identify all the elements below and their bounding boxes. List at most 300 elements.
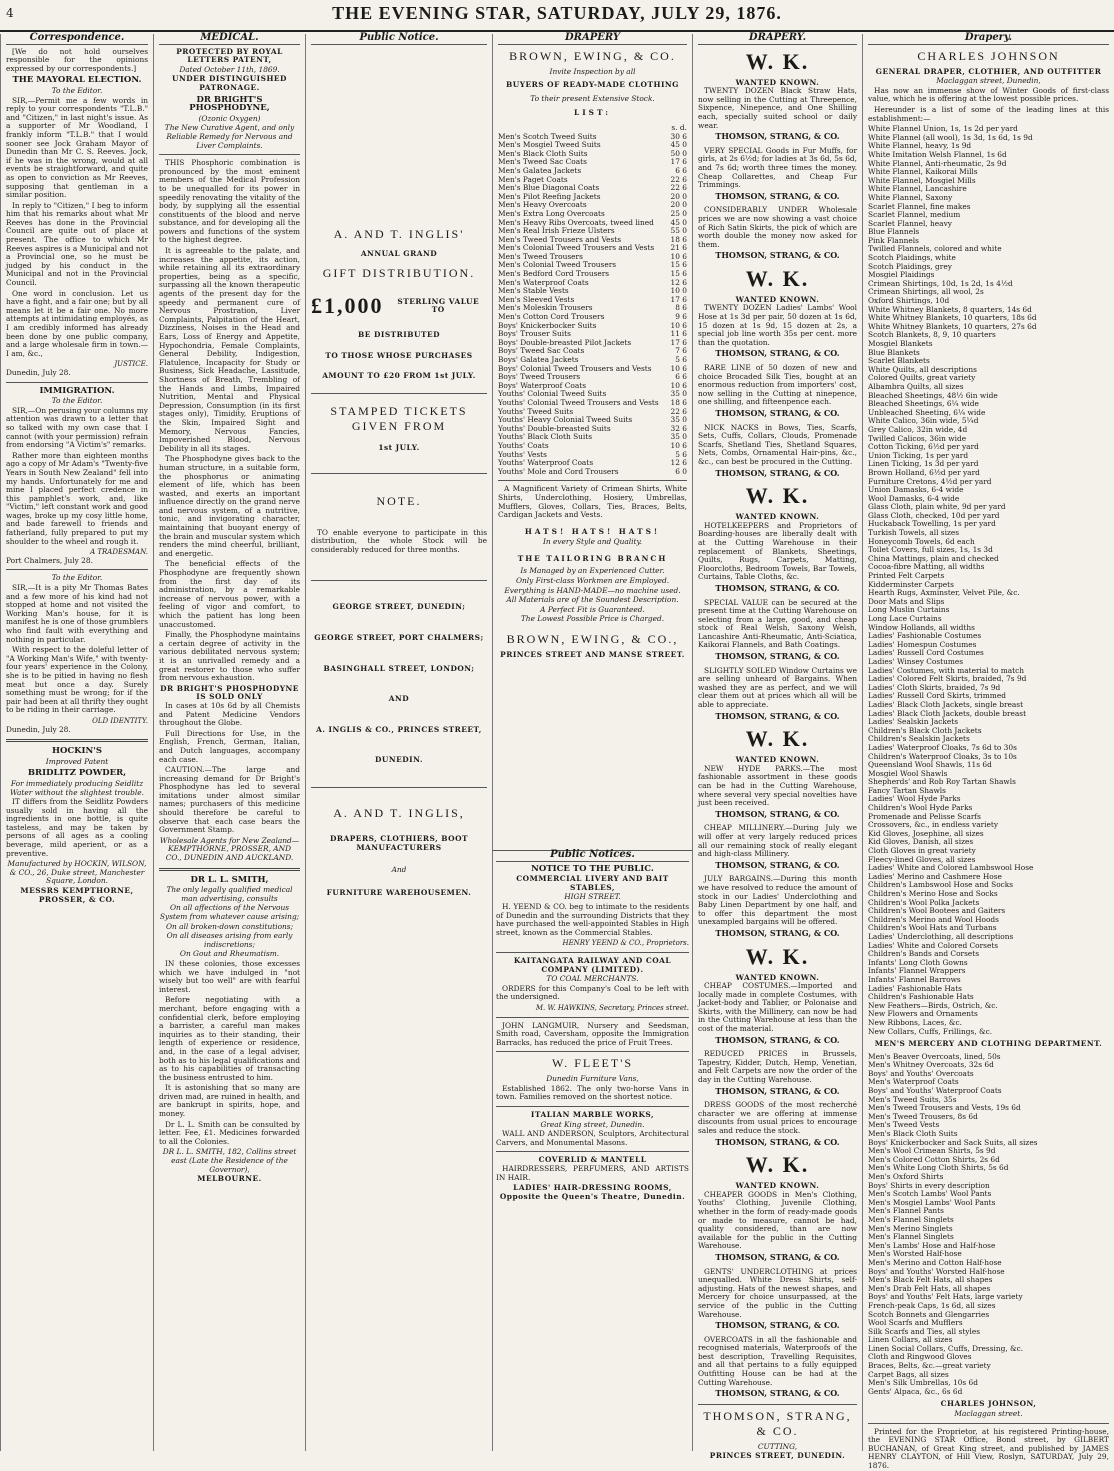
section-heading: MEDICAL.: [159, 34, 300, 45]
notice-title: W. FLEET'S: [551, 1056, 634, 1071]
wk-paragraph: GENTS' UNDERCLOTHING at prices unequalled. White Dress Shirts, self-adjusting. Hats of the newest shapes, and Mercery for choice unsurpassed, at the service of the public in the Cutting Warehouse.: [698, 1266, 857, 1319]
divider: [496, 952, 689, 953]
item-price: 18 6: [670, 397, 687, 407]
goods-list-item: Ladies' Russell Cord Skirts, trimmed: [868, 691, 1006, 701]
mens-goods-item: Scotch Bonnets and Glengarries: [868, 1309, 990, 1319]
letter-signature: JUSTICE.: [114, 360, 148, 369]
item-name: Men's Paget Coats: [498, 174, 568, 184]
wk-firm: THOMSON, STRANG, & CO.: [715, 582, 840, 593]
notice-title: COVERLID & MANTELL: [538, 1155, 647, 1165]
wk-paragraph: NICK NACKS in Bows, Ties, Scarfs, Sets, Cuffs, Collars, Clouds, Promenade Scarfs, Shetland Ties, Shetland Squares, Nets, Combs, Ornamental Hair-pins, &c., &c., can best be procured in the Cutting.: [698, 422, 857, 466]
advert-title: HOCKIN'S: [51, 746, 103, 757]
section-heading: DRAPERY.: [698, 34, 857, 45]
advert-line: Everything is HAND-MADE—no machine used.: [504, 585, 681, 595]
item-name: Men's Colonial Tweed Trousers and Vests: [498, 243, 655, 253]
item-price: 22 6: [670, 183, 687, 193]
advert-line: On Gout and Rheumatism.: [179, 949, 280, 959]
item-price: 35 0: [670, 415, 687, 425]
advert-manufacturer: Manufactured by HOCKIN, WILSON, & CO., 26, Duke street, Manchester Square, London.: [7, 859, 147, 886]
mens-goods-item: Men's Tweed Trousers and Vests, 19s 6d: [868, 1103, 1021, 1113]
item-price: 22 6: [670, 406, 687, 416]
goods-list-item: White Imitation Welsh Flannel, 1s 6d: [868, 149, 1007, 159]
goods-list-item: Albambra Quilts, all sizes: [868, 381, 964, 391]
goods-list-item: Cotton Ticking, 6½d per yard: [868, 442, 979, 452]
goods-list-item: Furniture Cretons, 4½d per yard: [868, 476, 992, 486]
item-name: Youths' Waterproof Coats: [498, 458, 594, 468]
advert-title: DR L. L. SMITH,: [190, 874, 269, 885]
item-name: Men's Scotch Tweed Suits: [498, 131, 597, 141]
section-heading: Drapery.: [868, 34, 1109, 45]
item-name: Men's Blue Diagonal Coats: [498, 183, 600, 193]
wk-subheading: WANTED KNOWN.: [735, 1181, 820, 1191]
goods-list-item: White Quilts, all descriptions: [868, 364, 977, 374]
column-medical: [153, 34, 305, 1451]
mens-goods-item: Men's Scotch Lambs' Wool Pants: [868, 1189, 992, 1199]
mens-goods-item: Men's Merino Singlets: [868, 1223, 953, 1233]
goods-list-item: Children's Black Cloth Jackets: [868, 725, 982, 735]
goods-list-item: White Flannel, Anti-rheumatic, 2s 9d: [868, 158, 1007, 168]
item-price: 8 6: [675, 303, 687, 313]
item-price: 32 6: [670, 423, 687, 433]
mens-goods-item: Men's Beaver Overcoats, lined, 50s: [868, 1051, 1001, 1061]
advert-agents: Wholesale Agents for New Zealand—KEMPTHORNE, PROSSER, AND CO., DUNEDIN AND AUCKLAND.: [159, 835, 300, 863]
mens-goods-item: Boys' and Youths' Felt Hats, large variety: [868, 1292, 1023, 1302]
item-price: 5 6: [675, 449, 687, 459]
price-list-title: LIST:: [574, 108, 611, 118]
advert-paragraph: Hereunder is a list of some of the leading lines at this establishment:—: [868, 104, 1109, 123]
mens-goods-item: Men's Mosgiel Lambs' Wool Pants: [868, 1197, 996, 1207]
wk-paragraph: JULY BARGAINS.—During this month we have resolved to reduce the amount of stock in our Ladies' Underclothing and Baby Linen Department by one half, and to offer this department the most unexampled bargains will be offered.: [698, 874, 857, 927]
advert-line: The Lowest Possible Price is Charged.: [520, 614, 665, 624]
mens-goods-item: Cloth and Ringwood Gloves: [868, 1352, 972, 1362]
advert-line: All Materials are of the Soundest Description.: [506, 595, 679, 605]
wk-firm: THOMSON, STRANG, & CO.: [715, 710, 840, 721]
mens-goods-item: French-peak Caps, 1s 6d, all sizes: [868, 1300, 996, 1310]
goods-list-item: New Flowers and Ornaments: [868, 1009, 978, 1019]
item-name: Men's Bedford Cord Trousers: [498, 269, 610, 279]
goods-list-item: Children's Bands and Corsets: [868, 949, 979, 959]
advert-line: Dated October 11th, 1869.: [179, 64, 280, 74]
advert-line: Is Managed by an Experienced Cutter.: [520, 566, 665, 576]
goods-list-item: Children's Wool Polka Jackets: [868, 897, 980, 907]
advert-line: UNDER DISTINGUISHED PATRONAGE.: [172, 74, 287, 92]
newspaper-title: THE EVENING STAR, SATURDAY, JULY 29, 1876.: [332, 3, 782, 23]
goods-list-item: Ladies' Underclothing, all descriptions: [868, 931, 1014, 941]
goods-list-item: Children's Merino Hose and Socks: [868, 889, 998, 898]
item-name: Youths' Colonial Tweed Suits: [498, 389, 607, 399]
goods-list-item: Ladies' Cloth Skirts, braided, 7s 9d: [868, 682, 1001, 692]
divider: [698, 1404, 857, 1405]
goods-list-item: Printed Felt Carpets: [868, 571, 945, 581]
mens-goods-item: Men's Drab Felt Hats, all shapes: [868, 1283, 991, 1293]
wk-paragraph: TWENTY DOZEN Black Straw Hats, now selling in the Cutting at Threepence, Sixpence, Ninepence, and One Shilling each, specially suited school or daily wear.: [698, 86, 857, 130]
advert-firm: BROWN, EWING, & CO.,: [506, 632, 679, 647]
notice-title: NOTICE TO THE PUBLIC.: [531, 863, 654, 874]
item-name: Youths' Vests: [498, 449, 547, 459]
advert-paragraph: In cases at 10s 6d by all Chemists and Patent Medicine Vendors throughout the Globe.: [159, 700, 300, 728]
goods-list-item: Blue Blankets: [868, 347, 920, 357]
item-name: Boys' Waterproof Coats: [498, 380, 586, 390]
goods-list-item: Ladies' Russell Cord Costumes: [868, 648, 984, 658]
goods-list-item: Children's Wool Bootees and Gaiters: [868, 906, 1006, 916]
wk-firm: THOMSON, STRANG, & CO.: [715, 250, 840, 261]
item-name: Men's Tweed Trousers and Vests: [498, 234, 622, 244]
wanted-known-blocks: [698, 49, 857, 1398]
item-name: Boys' Colonial Tweed Trousers and Vests: [498, 363, 652, 373]
goods-list-item: Children's Merino and Wool Hoods: [868, 914, 999, 924]
mens-goods-item: Men's Flannel Pants: [868, 1206, 944, 1216]
goods-list-item: Ladies' Colored Felt Skirts, braided, 7s 9d: [868, 674, 1027, 684]
mens-goods-item: Men's Whitney Overcoats, 32s 6d: [868, 1060, 994, 1070]
advert-line: And: [391, 865, 407, 875]
advert-product: DR BRIGHT'S PHOSPHODYNE,: [189, 94, 270, 114]
goods-list-item: Brown Holland, 6½d per yard: [868, 467, 980, 477]
column-correspondence: [0, 34, 153, 1451]
item-name: Youths' Coats: [498, 440, 549, 450]
goods-list-item: Mosgiel Wool Shawls: [868, 768, 948, 778]
goods-list-item: Ladies' Black Cloth Jackets, single breast: [868, 699, 1024, 709]
item-price: 35 0: [670, 389, 687, 399]
advert-line: In every Style and Quality.: [542, 537, 642, 547]
item-price: 9 6: [675, 312, 687, 322]
column-drapery-brown-ewing: [492, 34, 692, 850]
advert-description: For immediately producing Seidlitz Water without the slightest trouble.: [10, 778, 144, 797]
goods-list-item: White Whitney Blankets, 10 quarters, 18s 6d: [868, 313, 1037, 323]
goods-list-item: White Flannel Union, 1s, 1s 2d per yard: [868, 124, 1018, 134]
item-name: Men's Black Cloth Suits: [498, 148, 588, 158]
item-name: Youths' Mole and Cord Trousers: [498, 466, 619, 476]
goods-list-item: Union Damasks, 6-4 wide: [868, 485, 964, 495]
goods-list-item: Oxford Shirtings, 10d: [868, 296, 950, 306]
item-name: Youths' Double-breasted Suits: [498, 423, 611, 433]
goods-list-item: Ladies' Merino and Cashmere Hose: [868, 871, 1002, 881]
advert-caution: CAUTION.—The large and increasing demand for Dr Bright's Phosphodyne has led to several imitations under almost similar names; purchasers of this medicine should therefore be careful to observe that each case bears the Government Stamp.: [159, 765, 300, 835]
mens-goods-item: Men's Waterproof Coats: [868, 1077, 959, 1087]
advert-signature: CHARLES JOHNSON,: [940, 1399, 1037, 1409]
masthead: [0, 0, 1114, 32]
goods-list-item: Queensland Wool Shawls, 11s 6d: [868, 760, 992, 770]
goods-list-item: White Flannel, Saxony: [868, 192, 953, 202]
goods-list-item: New Ribbons, Laces, &c.: [868, 1017, 962, 1027]
goods-list-item: Scotch Plaidings, grey: [868, 261, 952, 271]
advert-firm: CHARLES JOHNSON: [917, 48, 1060, 63]
lower-notices: [492, 850, 692, 1451]
notice-footer: LADIES' HAIR-DRESSING ROOMS, Opposite the Queen's Theatre, Dunedin.: [499, 1183, 686, 1201]
item-price: 17 6: [670, 157, 687, 167]
wk-subheading: WANTED KNOWN.: [735, 294, 820, 304]
goods-list-item: Hearth Rugs, Axminster, Velvet Pile, &c.: [868, 588, 1020, 598]
item-price: 11 6: [670, 329, 687, 339]
divider: [311, 473, 487, 474]
goods-list-item: Colored Quilts, great variety: [868, 373, 976, 383]
advert-address: GEORGE STREET, DUNEDIN;: [332, 602, 466, 612]
goods-list-item: Children's Wool Hats and Turbans: [868, 923, 997, 933]
wk-paragraph: OVERCOATS in all the fashionable and recognised materials, Waterproofs of the best description, Travelling Requisites, and all that pertains to a fully equipped Outfitting House can be had at the Cutting Warehouse.: [698, 1334, 857, 1387]
item-price: 30 6: [670, 131, 687, 141]
divider: [496, 1106, 689, 1107]
wk-heading: W. K.: [745, 726, 810, 752]
advert-line: On all diseases arising from early indiscretions;: [166, 931, 293, 949]
divider: [496, 1017, 689, 1018]
letter-addressee: To the Editor.: [51, 573, 103, 583]
goods-list-item: Scotch Plaidings, white: [868, 253, 956, 263]
advert-address: Maclaggan street, Dunedin,: [936, 76, 1041, 86]
item-name: Men's Heavy Ribs Overcoats, tweed lined: [498, 217, 654, 227]
item-name: Men's Waterproof Coats: [498, 277, 589, 287]
wk-paragraph: CHEAP COSTUMES.—Imported and locally made in complete Costumes, with Jacket-body and Tablier, or Polonaise and Skirts, with the Millinery, can now be had in the Cutting Warehouse at less than the cost of the material.: [698, 981, 857, 1034]
letter-paragraph: SIR,—It is a pity Mr Thomas Bates and a few more of his kind had not stopped at home and not visited the Working Man's house, for it is manifest he is one of those grumblers who find fault with everything and nothing in particular.: [6, 583, 148, 644]
mens-goods-list: [868, 1053, 1109, 1397]
goods-list-item: Children's Fashionable Hats: [868, 992, 974, 1002]
goods-list-item: White Flannel, Lancashire: [868, 184, 967, 194]
wk-heading: W. K.: [745, 483, 810, 509]
letter-dateline: Port Chalmers, July 28.: [6, 555, 93, 565]
goods-list-item: Children's Lambswool Hose and Socks: [868, 880, 1014, 890]
advert-subtitle: Improved Patent: [45, 756, 109, 766]
goods-list-item: White Flannel, Kaikorai Mills: [868, 167, 978, 177]
advert-firm: BROWN, EWING, & CO.: [509, 48, 676, 63]
notice-body: ORDERS for this Company's Coal to be left with the undersigned.: [496, 983, 689, 1002]
goods-list-item: Twilled Calicos, 36in wide: [868, 433, 967, 443]
goods-list-item: Ladies' White and Colored Corsets: [868, 940, 999, 950]
goods-list-item: White Calico, 36in wide, 5¼d: [868, 416, 979, 426]
goods-list-item: Long Muslin Curtains: [868, 605, 950, 615]
item-price: 50 0: [670, 148, 687, 158]
divider: [496, 1051, 689, 1052]
advert-line: AMOUNT TO £20 FROM 1st JULY.: [322, 371, 476, 381]
goods-list-item: Grey Calico, 32in wide, 4d: [868, 424, 968, 434]
goods-list-item: Ladies' Costumes, with material to match: [868, 665, 1025, 675]
item-price: 10 6: [670, 363, 687, 373]
wk-firm: THOMSON, STRANG, & CO.: [715, 1034, 840, 1045]
column-drapery-thomson-strang: [692, 32, 862, 1461]
wk-paragraph: HOTELKEEPERS and Proprietors of Boarding-houses are liberally dealt with at the Cutting Warehouse in their replacement of Blankets, Sheetings, Quilts, Rugs, Carpets, Matting, Floorcloths, Bedroom Towels, Bar Towels, Curtains, Table Cloths, &c.: [698, 520, 857, 582]
letter-paragraph: Rather more than eighteen months ago a copy of Mr Adam's "Twenty-five Years in South New Zealand" fell into my hands. Unfortunately for me and mine I placed perfect credence in this pamphlet's work, and, like "Victim," left constant work and good wages, broke up my cosy little home, and bade farewell to friends and fatherland, fully prepared to put my shoulder to the wheel and rough it.: [6, 450, 148, 546]
goods-list-item: White Whitney Blankets, 8 quarters, 14s 6d: [868, 304, 1032, 314]
editorial-note: [We do not hold ourselves responsible for the opinions expressed by our correspondents.]: [6, 46, 148, 73]
goods-list-item: Scarlet Flannel, heavy: [868, 218, 952, 228]
goods-list-item: Linen Ticking, 1s 3d per yard: [868, 459, 979, 469]
wk-firm: THOMSON, STRANG, & CO.: [715, 1136, 840, 1147]
wk-paragraph: REDUCED PRICES in Brussels, Tapestry, Kidder, Dutch, Hemp, Venetian, and Felt Carpets are now the order of the day in the Cutting Warehouse.: [698, 1049, 857, 1085]
advert-line: THE TAILORING BRANCH: [517, 553, 668, 563]
goods-list-item: Huckaback Towelling, 1s per yard: [868, 519, 996, 529]
mens-goods-item: Carpet Bags, all sizes: [868, 1369, 949, 1379]
mens-goods-item: Men's Worsted Half-hose: [868, 1249, 962, 1259]
goods-list-item: Kidderminster Carpets: [868, 579, 954, 589]
letter-paragraph: SIR,—On perusing your columns my attention was drawn to a letter that so talked with my own case that I cannot (with your permission) refrain from endorsing "A Victim's" remarks.: [6, 405, 148, 450]
goods-list-item: Children's Waterproof Cloaks, 3s to 10s: [868, 751, 1017, 761]
advert-line: To their present Extensive Stock.: [530, 93, 655, 103]
letter-signature: A TRADESMAN.: [90, 548, 148, 557]
column-public-notice: [305, 34, 492, 1451]
advert-line: BE DISTRIBUTED: [358, 330, 440, 340]
goods-list-item: Shepherds' and Rob Roy Tartan Shawls: [868, 777, 1016, 787]
wk-paragraph: SPECIAL VALUE can be secured at the present time at the Cutting Warehouse on selecting from a large, good, and cheap stock of Real Welsh, Saxony Welsh, Lancashire Anti-Rheumatic, Anti-Sciatica, Kaikorai Flannels, and Bath Coatings.: [698, 597, 857, 650]
mens-goods-item: Men's Black Cloth Suits: [868, 1129, 958, 1139]
item-price: 10 6: [670, 380, 687, 390]
mens-goods-item: Men's Oxford Shirts: [868, 1172, 944, 1181]
item-name: Men's Extra Long Overcoats: [498, 208, 605, 218]
advert-paragraph: Dr L. L. Smith can be consulted by letter. Fee, £1. Medicines forwarded to all the Colonies.: [159, 1119, 300, 1146]
advert-firm: THOMSON, STRANG, & CO.: [703, 1408, 852, 1438]
advert-line: On all broken-down constitutions;: [165, 921, 294, 931]
advert-firm: A. AND T. INGLIS': [333, 226, 465, 241]
page-number: 4: [6, 6, 14, 20]
item-price: 10 6: [670, 440, 687, 450]
item-price: 20 0: [670, 200, 687, 210]
item-price: 15 6: [670, 269, 687, 279]
goods-list-item: Children's Wool Hyde Parks: [868, 803, 973, 813]
advert-line: The only legally qualified medical man advertising, consults: [166, 885, 293, 903]
divider: [159, 868, 300, 871]
mens-goods-item: Men's Tweed Suits, 35s: [868, 1094, 957, 1104]
item-price: 7 6: [675, 346, 687, 356]
wk-firm: THOMSON, STRANG, & CO.: [715, 927, 840, 938]
advert-line: FURNITURE WAREHOUSEMEN.: [326, 887, 472, 897]
item-price: 22 6: [670, 174, 687, 184]
item-name: Men's Colonial Tweed Trousers: [498, 260, 617, 270]
advert-paragraph: Before negotiating with a merchant, before engaging with a confidential clerk, before employing a barrister, a careful man makes inquiries as to their standing, their length of experience or residence, and, in the case of a legal adviser, both as to his legal qualifications and as to his capabilities of transacting the business entrusted to him.: [159, 995, 300, 1082]
item-name: Boys' Trouser Suits: [498, 329, 571, 339]
goods-list-item: China Mattings, plain and checked: [868, 553, 999, 563]
item-name: Boys' Galatea Jackets: [498, 355, 579, 364]
notice-signature: HENRY YEEND & CO., Proprietors.: [562, 939, 689, 948]
advert-address: DUNEDIN.: [375, 755, 423, 765]
wk-firm: THOMSON, STRANG, & CO.: [715, 190, 840, 201]
divider: [311, 580, 487, 581]
notice-body: JOHN LANGMUIR, Nursery and Seedsman, Smith road, Caversham, opposite the Immigration Barracks, has reduced the price of Fruit Trees.: [496, 1020, 689, 1047]
item-name: Men's Galatea Jackets: [498, 165, 582, 175]
advert-line: Invite Inspection by all: [549, 66, 636, 76]
item-name: Men's Tweed Trousers: [498, 251, 583, 261]
letter-paragraph: SIR,—Permit me a few words in reply to your correspondents "T.L.B." and "Citizen," in last night's issue. As a supporter of Mr Woodland, I frankly inform "T.L.B." that I would sooner see Jock Graham Mayor of Dunedin than Mr C. S. Reeves. Jock, if he was in the wrong, would at all events be straightforward, and quite as open to conviction as Mr Reeves, supposing that gentleman in a similar position.: [6, 95, 148, 200]
advert-agents: MESSRS KEMPTHORNE, PROSSER, & CO.: [20, 886, 134, 904]
item-name: Youths' Heavy Colonial Tweed Suits: [498, 415, 633, 425]
goods-list-item: Ladies' Winsey Costumes: [868, 656, 964, 666]
advert-line: GIFT DISTRIBUTION.: [322, 266, 476, 281]
advert-paragraph: The Phosphodyne gives back to the human structure, in a suitable form, the phosphorus or animating element of life, which has been wasted, and exerts an important influence directly on the grand nerve and nervous system, of a nutritive, tonic, and invigorating character, maintaining that buoyant energy of the brain and muscular system which renders the mind cheerful, brilliant, and energetic.: [159, 454, 300, 558]
wk-paragraph: DRESS GOODS of the most recherché character we are offering at immense discounts from usual prices to encourage sales and reduce the stock.: [698, 1100, 857, 1135]
public-notices-column: [493, 851, 692, 1451]
letter-title: THE MAYORAL ELECTION.: [12, 75, 142, 86]
advert-paragraph: The beneficial effects of the Phosphodyne are frequently shown from the first day of its administration, by a remarkable increase of nervous power, with a feeling of vigor and comfort, to which the patient has long been unaccustomed.: [159, 559, 300, 629]
divider: [868, 1423, 1109, 1424]
item-price: 17 6: [670, 294, 687, 304]
notice-body: Established 1862. The only two-horse Vans in town. Families removed on the shortest notice.: [496, 1083, 689, 1102]
advert-line: Only First-class Workmen are Employed.: [515, 576, 670, 586]
goods-list-item: Kid Gloves, Danish, all sizes: [868, 837, 974, 847]
advert-line: On all affections of the Nervous System from whatever cause arising;: [159, 903, 300, 921]
wk-firm: THOMSON, STRANG, & CO.: [715, 131, 840, 142]
wk-firm: THOMSON, STRANG, & CO.: [715, 467, 840, 478]
item-name: Men's Stable Vests: [498, 286, 569, 296]
goods-list-item: White Flannel, Mosgiel Mills: [868, 175, 976, 185]
wk-firm: THOMSON, STRANG, & CO.: [715, 348, 840, 359]
goods-list-item: Children's Sealskin Jackets: [868, 734, 970, 744]
item-price: 18 6: [670, 234, 687, 244]
advert-paragraph: A Magnificent Variety of Crimean Shirts, White Shirts, Underclothing, Hosiery, Umbrellas, Mufflers, Gloves, Collars, Ties, Braces, Belts, Cardigan Jackets and Vests.: [498, 484, 687, 520]
goods-list-item: Kid Gloves, Josephine, all sizes: [868, 828, 984, 838]
goods-list-item: Ladies' Waterproof Cloaks, 7s 6d to 30s: [868, 742, 1017, 752]
price-list: [498, 133, 687, 477]
notice-signature: M. W. HAWKINS, Secretary, Princes street.: [535, 1003, 689, 1012]
wk-paragraph: SLIGHTLY SOILED Window Curtains we are selling unheard of Bargains. When washed they are as perfect, and we will clear them out at prices which all will be able to appreciate.: [698, 665, 857, 710]
goods-list-item: Fancy Tartan Shawls: [868, 785, 946, 795]
advert-line: ANNUAL GRAND: [360, 248, 438, 258]
letter-signature: OLD IDENTITY.: [92, 716, 148, 725]
item-price: 21 6: [670, 243, 687, 253]
goods-list-item: Glass Cloth, plain white, 9d per yard: [868, 502, 1006, 512]
item-price: 35 0: [670, 432, 687, 442]
item-name: Men's Mosgiel Tweed Suits: [498, 140, 601, 150]
wk-subheading: WANTED KNOWN.: [735, 77, 820, 87]
goods-list-item: Crimean Shirtings, 10d, 1s 2d, 1s 4½d: [868, 278, 1013, 288]
advert-paragraph: Has now an immense show of Winter Goods of first-class value, which he is offering at the lowest possible prices.: [868, 85, 1109, 104]
wk-firm: THOMSON, STRANG, & CO.: [715, 808, 840, 819]
goods-list-item: Wool Damasks, 6-4 wide: [868, 493, 960, 503]
item-price: 10 0: [670, 286, 687, 296]
letter-addressee: To the Editor.: [51, 85, 103, 95]
notice-body: WALL AND ANDERSON, Sculptors, Architectural Carvers, and Monumental Masons.: [496, 1129, 689, 1147]
advert-line: 1st JULY.: [378, 442, 420, 452]
item-name: Men's Real Irish Frieze Ulsters: [498, 226, 615, 236]
advert-paragraph: Full Directions for Use, in the English, French, German, Italian, and Dutch languages, accompany each case.: [159, 728, 300, 764]
goods-list-item: New Collars, Cuffs, Frillings, &c.: [868, 1026, 993, 1036]
wk-heading: W. K.: [745, 48, 810, 74]
advert-address: DR L. L. SMITH, 182, Collins street east (Late the Residence of the Governor),: [162, 1147, 297, 1174]
item-name: Boys' Knickerbocker Suits: [498, 320, 597, 330]
goods-list-item: White Whitney Blankets, 10 quarters, 27s 6d: [868, 321, 1037, 331]
mens-goods-item: Gents' Alpaca, &c., 6s 6d: [868, 1386, 963, 1396]
goods-list-item: Mosgiel Plaidings: [868, 270, 935, 280]
item-name: Youths' Colonial Tweed Trousers and Vests: [498, 397, 659, 407]
item-price: 45 0: [670, 217, 687, 227]
advert-city: MELBOURNE.: [197, 1174, 262, 1184]
goods-list-item: Bleached Sheetings, 6¼ wide: [868, 399, 979, 409]
goods-list-item: Door Mats and Slips: [868, 596, 945, 606]
goods-list-item: Infants' Flannel Wrappers: [868, 966, 966, 976]
wk-heading: W. K.: [745, 943, 810, 969]
mens-goods-item: Men's Tweed Trousers, 8s 6d: [868, 1111, 978, 1121]
advert-line: DRAPERS, CLOTHIERS, BOOT MANUFACTURERS: [329, 833, 469, 852]
item-name: Boys' Double-breasted Pilot Jackets: [498, 337, 632, 347]
wk-subheading: WANTED KNOWN.: [735, 972, 820, 982]
mens-goods-item: Linen Collars, all sizes: [868, 1335, 953, 1345]
mens-goods-item: Linen Social Collars, Cuffs, Dressing, &c.: [868, 1343, 1024, 1353]
wk-subheading: WANTED KNOWN.: [735, 512, 820, 522]
goods-list-item: Twilled Flannels, colored and white: [868, 244, 1002, 254]
divider: [311, 787, 487, 788]
advert-line: BUYERS OF READY-MADE CLOTHING: [506, 80, 679, 90]
goods-list-item: Mosgiel Blankets: [868, 339, 933, 348]
advert-line: HATS! HATS! HATS!: [524, 526, 661, 536]
notice-subtitle: TO COAL MERCHANTS.: [546, 974, 639, 984]
letter-dateline: Dunedin, July 28.: [6, 724, 71, 734]
item-price: 10 6: [670, 320, 687, 330]
goods-list-item: Glass Cloth, checked, 10d per yard: [868, 510, 1000, 520]
goods-list-item: Ladies' Homespun Costumes: [868, 639, 977, 649]
item-price: 55 0: [670, 226, 687, 236]
advert-paragraph: It is agreeable to the palate, and increases the appetite, its action, while retaining all its extraordinary properties, being as a specific, surpassing all the known therapeutic agents of the present day for the speedy and permanent cure of Nervous Prostration, Liver Complaints, Palpitation of the Heart, Dizziness, Noises in the Head and Ears, Loss of Energy and Appetite, Hypochondria, Female Complaints, General Debility, Indigestion, Flatulence, Incapacity for Study or Business, Sick Headache, Lassitude, Shortness of Breath, Trembling of the Hands and Limbs, Impaired Nutrition, Mental and Physical Depression, Consumption (in its first stages only), Timidity, Eruptions of the Skin, Impaired Sight and Memory, Nervous Fancies, Impoverished Blood, Nervous Debility in all its stages.: [159, 246, 300, 453]
notice-subtitle: Great King street, Dunedin.: [540, 1119, 645, 1129]
printer-imprint: Printed for the Proprietor, at his registered Printing-house, the EVENING STAR Office, Bond street, by GILBERT BUCHANAN, of Great King street, and published by JAMES HENRY CLAYTON, of Hill View, Roslyn, SATURDAY, July 29, 1876.: [868, 1426, 1109, 1470]
advert-address: GEORGE STREET, PORT CHALMERS;: [314, 632, 484, 642]
department-heading: MEN'S MERCERY AND CLOTHING DEPARTMENT.: [874, 1039, 1103, 1049]
mens-goods-item: Men's Lambs' Hose and Half-hose: [868, 1240, 996, 1250]
column-drapery-charles-johnson: [862, 32, 1114, 1470]
goods-list-item: Pink Flannels: [868, 235, 919, 245]
